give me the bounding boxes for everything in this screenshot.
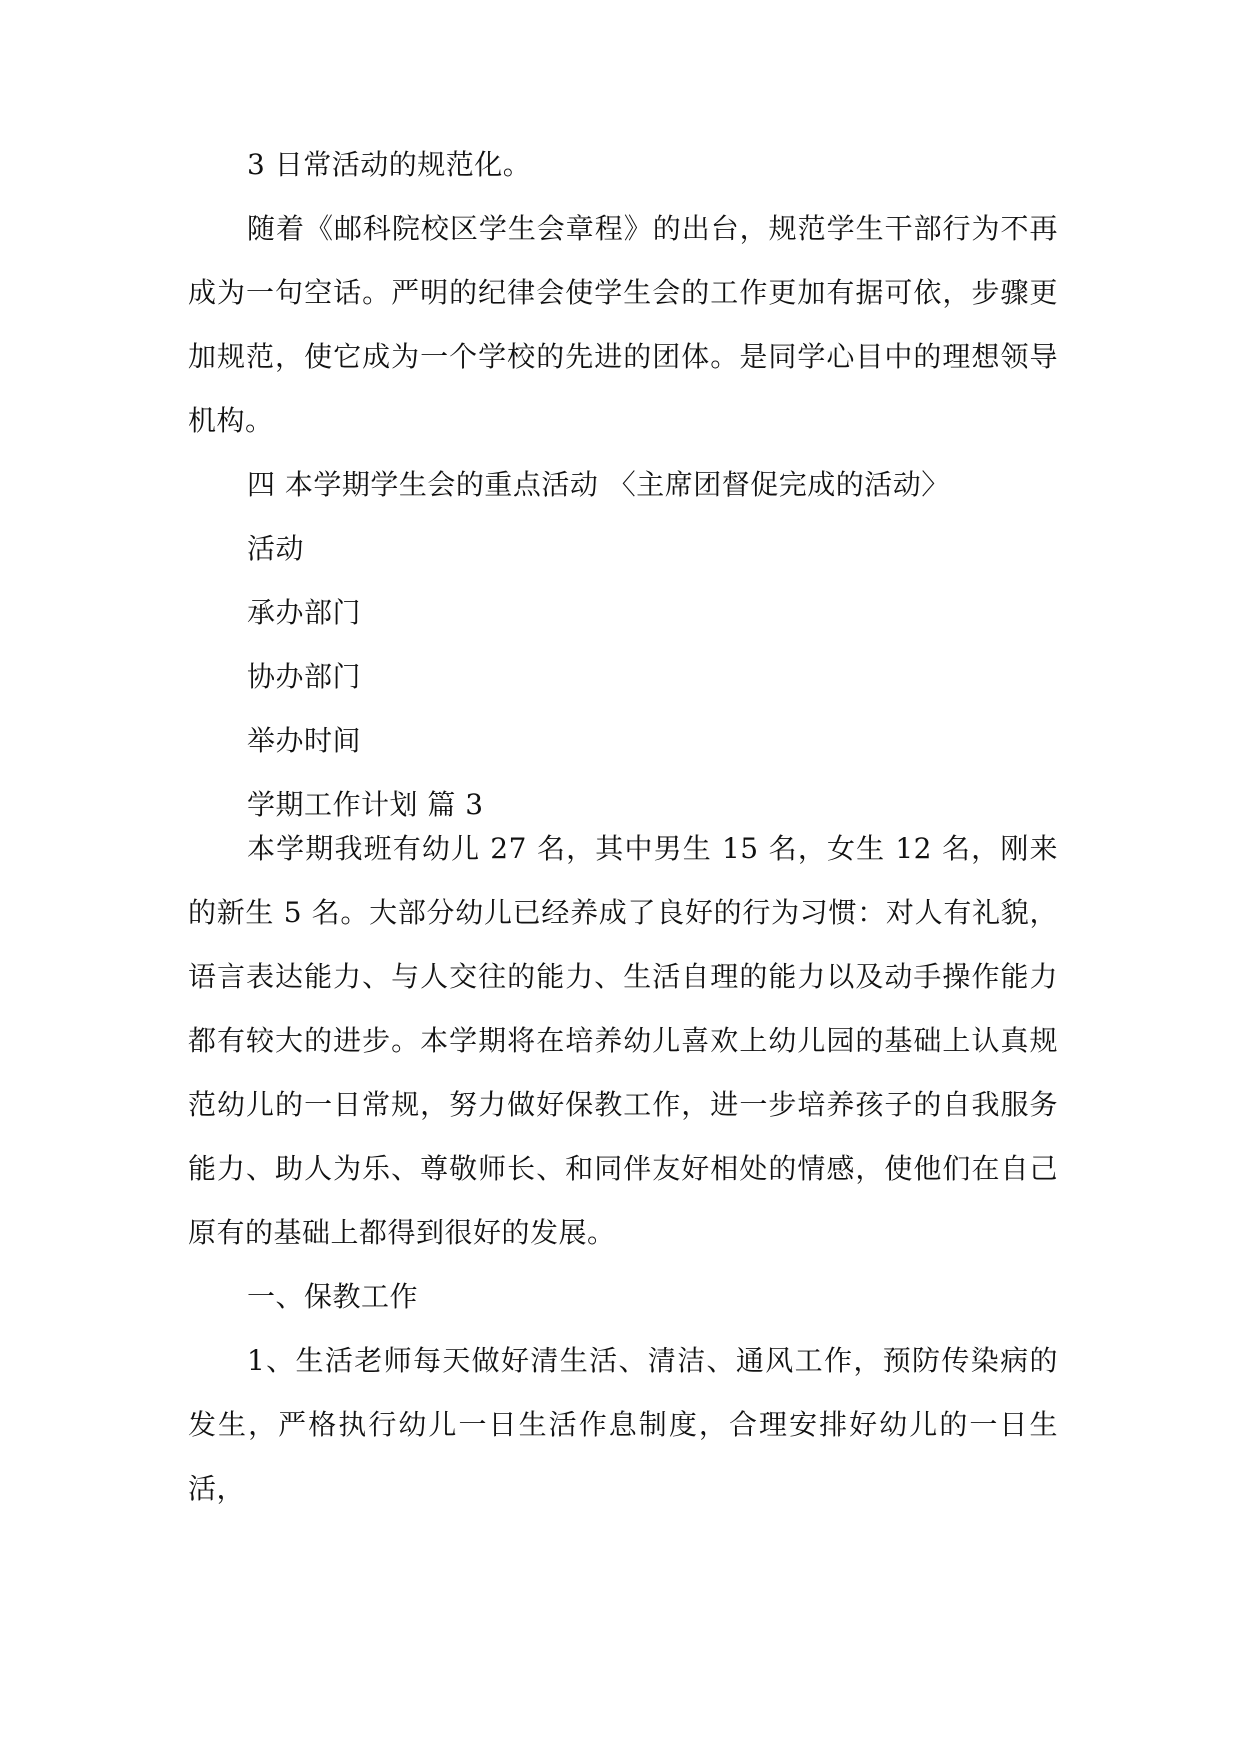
paragraph-host-dept: 承办部门 [247, 596, 362, 629]
paragraph-charter: 随着《邮科院校区学生会章程》的出台，规范学生干部行为不再成为一句空话。严明的纪律会使学生会的工作更加有据可依，步骤更加规范，使它成为一个学校的先进的团体。是同学心目中的理想领导机构。 [188, 212, 1058, 437]
paragraph-section-4-heading: 四 本学期学生会的重点活动 〈主席团督促完成的活动〉 [247, 468, 950, 501]
paragraph-heading-3: 3 日常活动的规范化。 [247, 148, 532, 181]
paragraph-co-host-dept: 协办部门 [247, 660, 362, 693]
paragraph-activity: 活动 [247, 532, 305, 565]
paragraph-plan-title: 学期工作计划 篇 3 [247, 788, 484, 821]
paragraph-time: 举办时间 [247, 724, 362, 757]
document-body-top [188, 133, 1058, 837]
paragraph-section-1-heading: 一、保教工作 [247, 1280, 419, 1313]
paragraph-life-teacher: 1、生活老师每天做好清生活、清洁、通风工作，预防传染病的发生，严格执行幼儿一日生活作息制度，合理安排好幼儿的一日生活， [188, 1344, 1058, 1505]
paragraph-class-overview: 本学期我班有幼儿 27 名，其中男生 15 名，女生 12 名，刚来的新生 5 名。大部分幼儿已经养成了良好的行为习惯：对人有礼貌，语言表达能力、与人交往的能力、生活自理的能力以及动手操作能力都有较大的进步。本学期将在培养幼儿喜欢上幼儿园的基础上认真规范幼儿的一日常规，努力做好保教工作，进一步培养孩子的自我服务能力、助人为乐、尊敬师长、和同伴友好相处的情感，使他们在自己原有的基础上都得到很好的发展。 [188, 832, 1058, 1249]
document-body-bottom [188, 817, 1058, 1521]
